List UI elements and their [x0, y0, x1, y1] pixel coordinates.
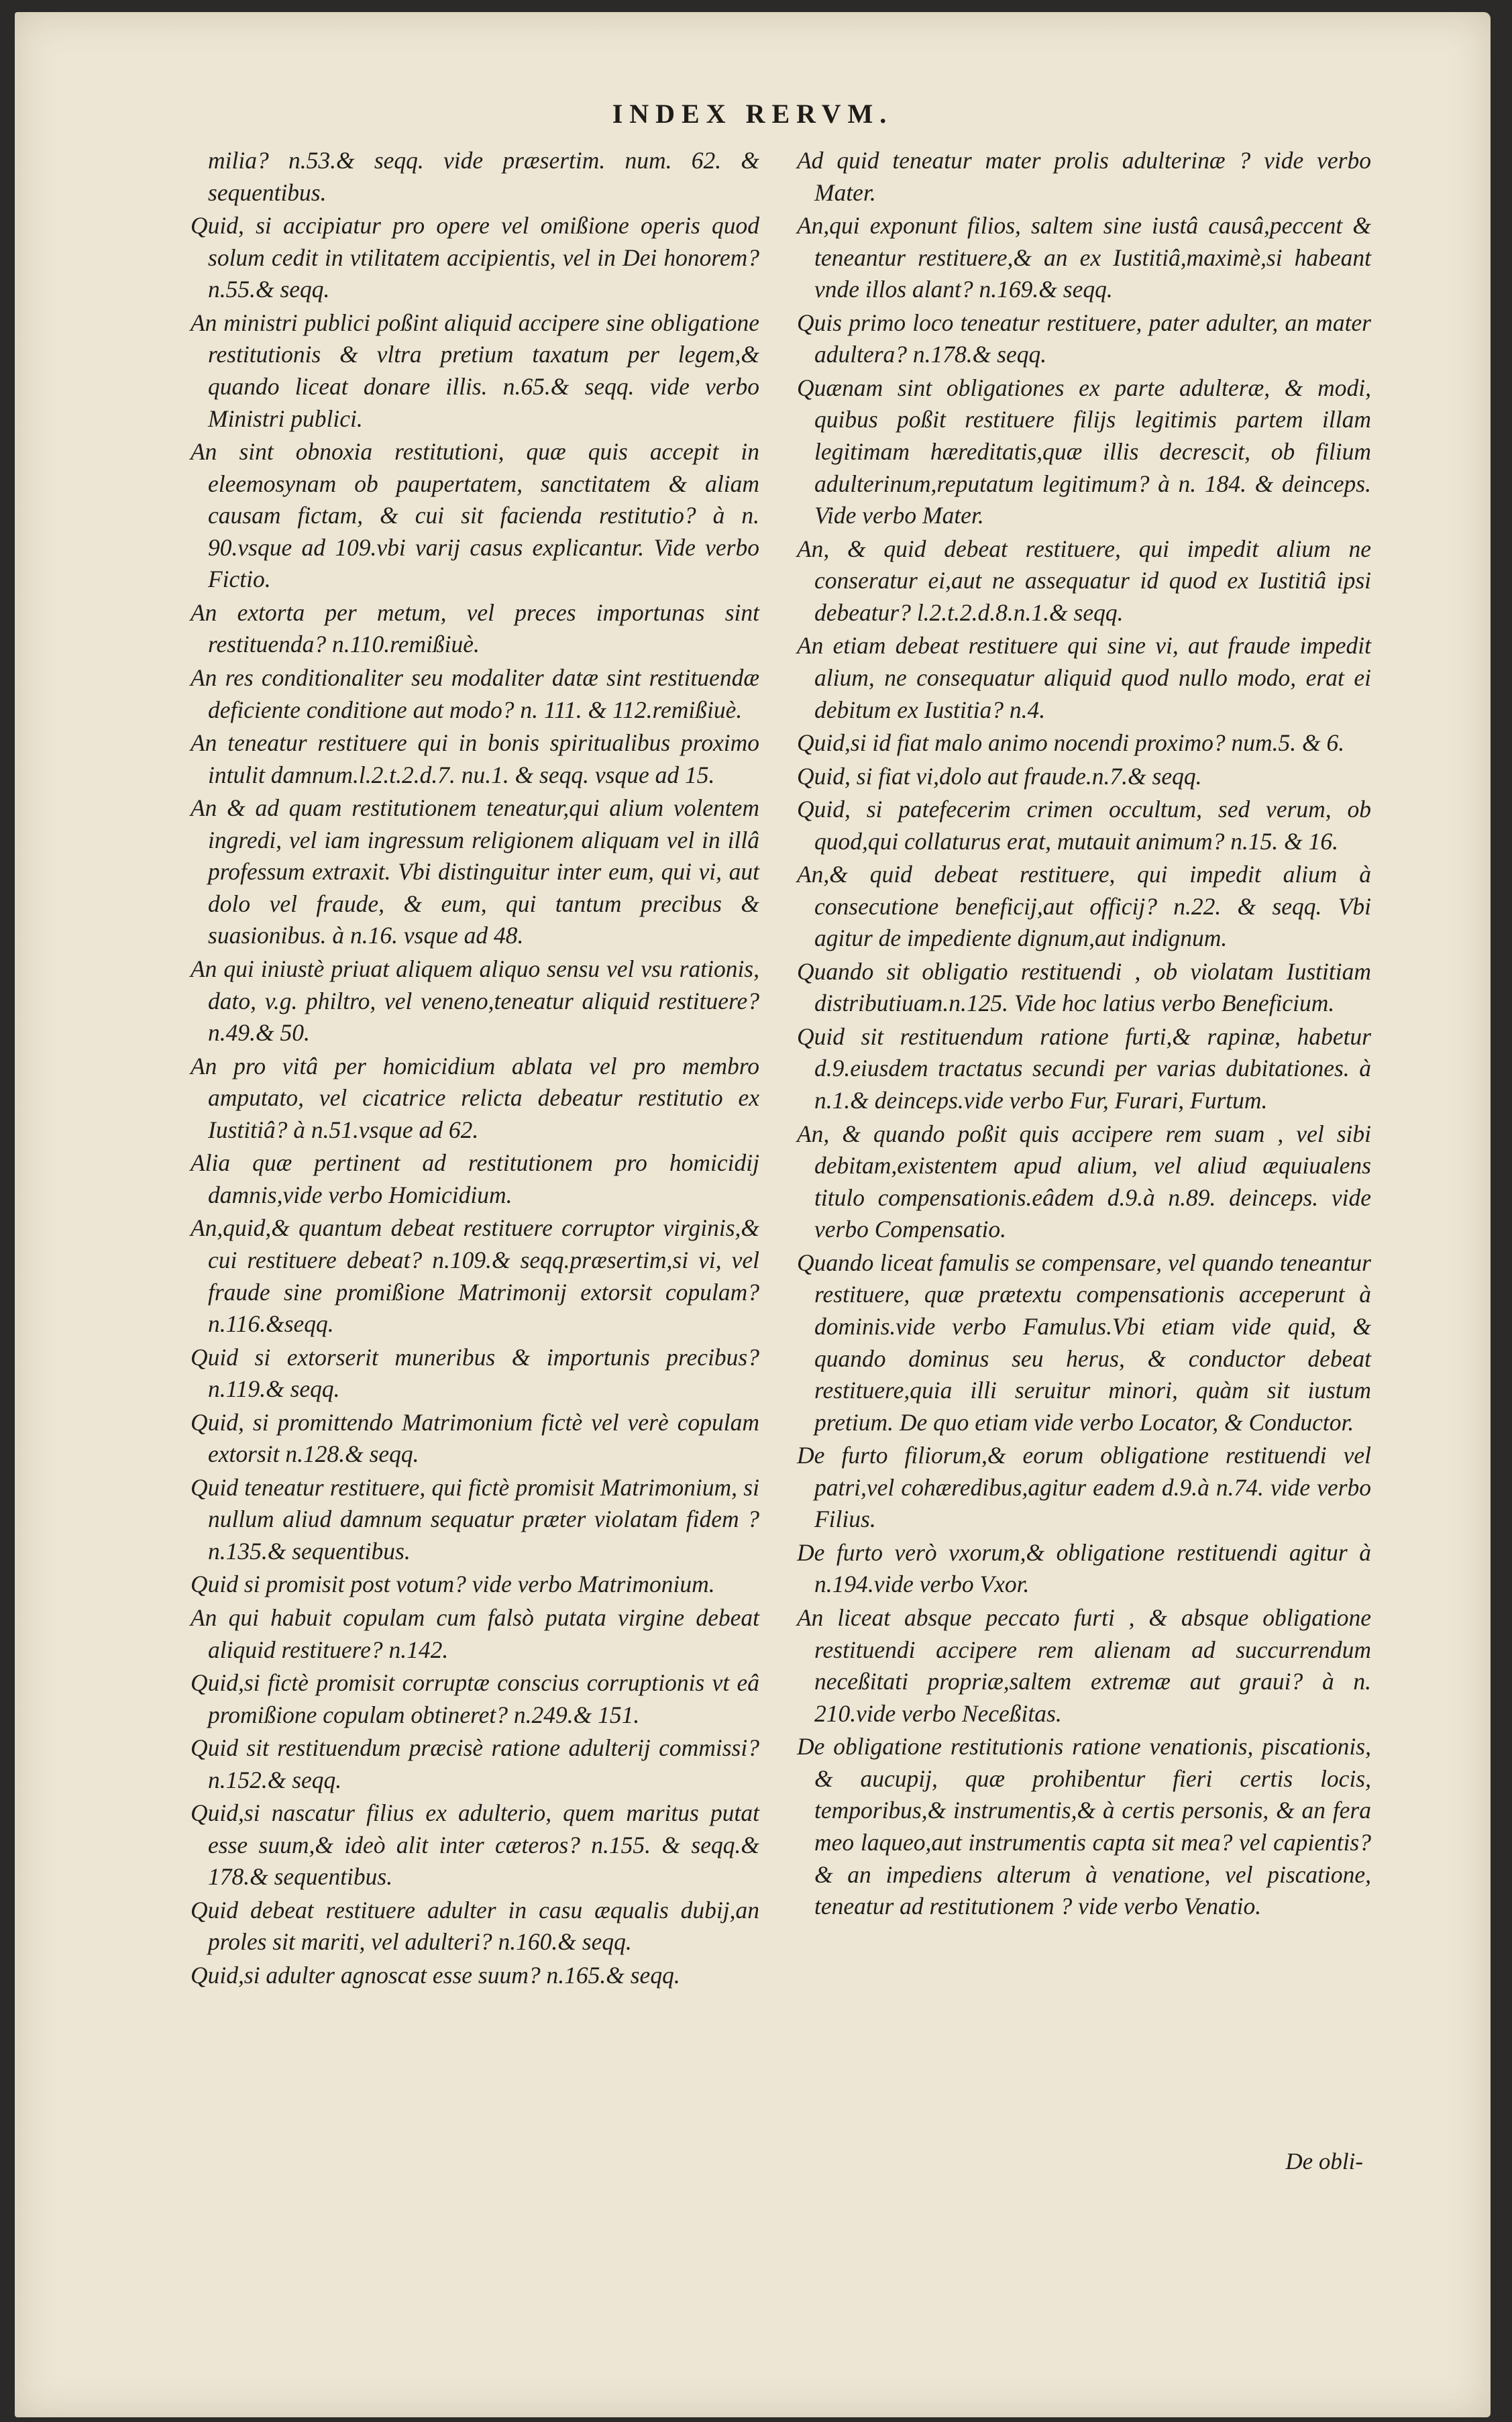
- left-column: [191, 145, 759, 1993]
- index-entry: Quid si extorserit muneribus & importunis precibus? n.119.& seqq.: [191, 1343, 759, 1403]
- index-entry: Quid, si patefecerim crimen occultum, sed verum, ob quod,qui collaturus erat, mutauit animum? n.15. & 16.: [797, 796, 1371, 855]
- index-entry: De furto verò vxorum,& obligatione restituendi agitur à n.194.vide verbo Vxor.: [797, 1538, 1371, 1598]
- index-entry: An liceat absque peccato furti , & absque obligatione restituendi accipere rem alienam ad succurrendum neceßitati propriæ,saltem extremæ aut graui? à n. 210.vide verbo Neceßitas.: [797, 1603, 1371, 1727]
- index-entry: Quid,si adulter agnoscat esse suum? n.165.& seqq.: [191, 1961, 680, 1989]
- index-entry: De obligatione restitutionis ratione venationis, piscationis, & aucupij, quæ prohibentur fieri certis locis, temporibus,& instrumentis,& à certis personis, & an fera meo laqueo,aut instrumentis capta sit mea? vel capientis? & an impediens alterum à venatione, vel piscatione, teneatur ad restitutionem ? vide verbo Venatio.: [797, 1733, 1371, 1920]
- index-entry: Quid, si fiat vi,dolo aut fraude.n.7.& seqq.: [797, 762, 1202, 790]
- index-entry: milia? n.53.& seqq. vide præsertim. num. 62. & sequentibus.: [208, 147, 759, 206]
- index-entry: An,& quid debeat restituere, qui impedit alium à consecutione beneficij,aut officij? n.22. & seqq. Vbi agitur de impediente dignum,aut indignum.: [797, 861, 1371, 952]
- index-entry: Alia quæ pertinent ad restitutionem pro homicidij damnis,vide verbo Homicidium.: [191, 1149, 759, 1208]
- index-entry: An res conditionaliter seu modaliter datæ sint restituendæ deficiente conditione aut modo? n. 111. & 112.remißiuè.: [191, 664, 759, 723]
- index-entry: Quid teneatur restituere, qui fictè promisit Matrimonium, si nullum aliud damnum sequatur præter violatam fidem ? n.135.& sequentibus.: [191, 1473, 759, 1565]
- index-entry: An qui iniustè priuat aliquem aliquo sensu vel vsu rationis, dato, v.g. philtro, vel veneno,teneatur aliquid restituere? n.49.& 50.: [191, 955, 759, 1047]
- index-entry: Quid,si fictè promisit corruptæ conscius corruptionis vt eâ promißione copulam obtineret? n.249.& 151.: [191, 1669, 759, 1728]
- index-entry: An, & quando poßit quis accipere rem suam , vel sibi debitam,existentem apud alium, vel aliud æquiualens titulo compensationis.eâdem d.9.à n.89. deinceps. vide verbo Compensatio.: [797, 1120, 1371, 1243]
- right-column: [797, 145, 1371, 1924]
- index-entry: Quid, si accipiatur pro opere vel omißione operis quod solum cedit in vtilitatem accipientis, vel in Dei honorem? n.55.& seqq.: [191, 212, 759, 303]
- index-entry: Quid,si nascatur filius ex adulterio, quem maritus putat esse suum,& ideò alit inter cæteros? n.155. & seqq.& 178.& sequentibus.: [191, 1799, 759, 1891]
- catchword: De obli-: [1285, 2148, 1363, 2174]
- page-header: INDEX RERVM.: [612, 99, 894, 129]
- index-entry: An, & quid debeat restituere, qui impedit alium ne conseratur ei,aut ne assequatur id quod ex Iustitiâ ipsi debeatur? l.2.t.2.d.8.n.1.& seqq.: [797, 535, 1371, 626]
- book-page: [15, 12, 1491, 2417]
- index-entry: An pro vitâ per homicidium ablata vel pro membro amputato, vel cicatrice relicta debeatur restitutio ex Iustitiâ? à n.51.vsque ad 62.: [191, 1052, 759, 1143]
- index-entry: Ad quid teneatur mater prolis adulterinæ ? vide verbo Mater.: [797, 147, 1371, 206]
- index-entry: Quis primo loco teneatur restituere, pater adulter, an mater adultera? n.178.& seqq.: [797, 309, 1371, 368]
- index-entry: Quid sit restituendum præcisè ratione adulterij commissi? n.152.& seqq.: [191, 1734, 759, 1793]
- index-entry: An ministri publici poßint aliquid accipere sine obligatione restitutionis & vltra pretium taxatum per legem,& quando liceat donare illis. n.65.& seqq. vide verbo Ministri publici.: [191, 309, 759, 432]
- index-entry: An,quid,& quantum debeat restituere corruptor virginis,& cui restituere debeat? n.109.& seqq.præsertim,si vi, vel fraude sine promißione Matrimonij extorsit copulam? n.116.&seqq.: [191, 1214, 759, 1338]
- index-entry: An qui habuit copulam cum falsò putata virgine debeat aliquid restituere? n.142.: [191, 1603, 759, 1663]
- index-entry: An teneatur restituere qui in bonis spiritualibus proximo intulit damnum.l.2.t.2.d.7. nu.1. & seqq. vsque ad 15.: [191, 729, 759, 788]
- index-entry: An & ad quam restitutionem teneatur,qui alium volentem ingredi, vel iam ingressum religionem aliquam vel in illâ professum extraxit. Vbi distinguitur inter eum, qui vi, aut dolo vel fraude, & eum, qui tantum precibus & suasionibus. à n.16. vsque ad 48.: [191, 794, 759, 949]
- index-entry: Quid debeat restituere adulter in casu æqualis dubij,an proles sit mariti, vel adulteri? n.160.& seqq.: [191, 1896, 759, 1956]
- index-entry: Quænam sint obligationes ex parte adulteræ, & modi, quibus poßit restituere filijs legitimis partem illam legitimam hæreditatis,quæ illis decrescit, ob filium adulterinum,reputatum legitimum? à n. 184. & deinceps. Vide verbo Mater.: [797, 374, 1371, 529]
- index-entry: An,qui exponunt filios, saltem sine iustâ causâ,peccent & teneantur restituere,& an ex Iustitiâ,maximè,si habeant vnde illos alant? n.169.& seqq.: [797, 212, 1371, 303]
- index-entry: De furto filiorum,& eorum obligatione restituendi vel patri,vel cohæredibus,agitur eadem d.9.à n.74. vide verbo Filius.: [797, 1442, 1371, 1533]
- index-entry: An sint obnoxia restitutioni, quæ quis accepit in eleemosynam ob paupertatem, sanctitatem & aliam causam fictam, & cui sit facienda restitutio? à n. 90.vsque ad 109.vbi varij casus explicantur. Vide verbo Fictio.: [191, 438, 759, 593]
- index-entry: Quando sit obligatio restituendi , ob violatam Iustitiam distributiuam.n.125. Vide hoc latius verbo Beneficium.: [797, 957, 1371, 1017]
- index-entry: An extorta per metum, vel preces importunas sint restituenda? n.110.remißiuè.: [191, 598, 759, 658]
- index-entry: Quando liceat famulis se compensare, vel quando teneantur restituere, quæ prætextu compensationis acceperunt à dominis.vide verbo Famulus.Vbi etiam vide quid, & quando dominus seu herus, & conductor debeat restituere,quia illi seruitur minori, quàm sit iustum pretium. De quo etiam vide verbo Locator, & Conductor.: [797, 1249, 1371, 1436]
- index-entry: An etiam debeat restituere qui sine vi, aut fraude impedit alium, ne consequatur aliquid quod nullo modo, erat ei debitum ex Iustitia? n.4.: [797, 632, 1371, 723]
- index-entry: Quid si promisit post votum? vide verbo Matrimonium.: [191, 1571, 715, 1598]
- index-entry: Quid sit restituendum ratione furti,& rapinæ, habetur d.9.eiusdem tractatus secundi per varias dubitationes. à n.1.& deinceps.vide verbo Fur, Furari, Furtum.: [797, 1022, 1371, 1114]
- index-entry: Quid, si promittendo Matrimonium fictè vel verè copulam extorsit n.128.& seqq.: [191, 1408, 759, 1468]
- index-entry: Quid,si id fiat malo animo nocendi proximo? num.5. & 6.: [797, 729, 1345, 757]
